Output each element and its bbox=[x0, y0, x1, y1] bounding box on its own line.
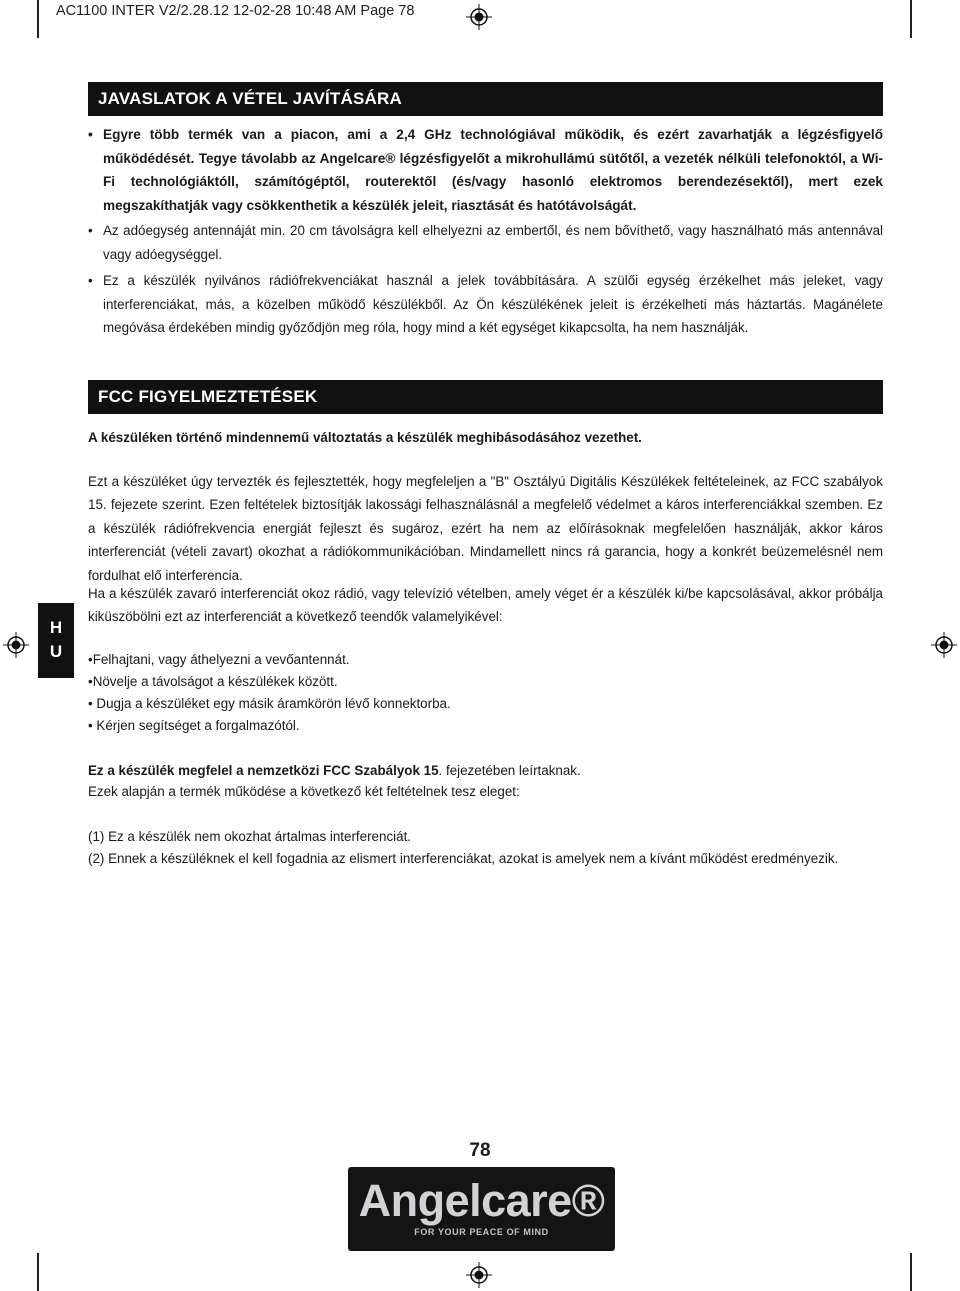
fcc-paragraph-interference: Ha a készülék zavaró interferenciát okoz rádió, vagy televízió vételben, amely véget ér a készülék ki/be kapcsolásával, akkor próbálja kiküszöbölni ezt az interferenciát a következő teendők valamelyikével: bbox=[88, 586, 883, 625]
logo-wordmark: Angelcare® bbox=[358, 1175, 605, 1226]
crop-mark bbox=[37, 1253, 39, 1291]
registration-mark-icon bbox=[466, 1262, 492, 1288]
section-heading-reception: JAVASLATOK A VÉTEL JAVÍTÁSÁRA bbox=[88, 82, 883, 116]
language-tab-letter: H bbox=[49, 618, 63, 637]
page-number: 78 bbox=[469, 1140, 491, 1161]
print-slug: AC1100 INTER V2/2.28.12 12-02-28 10:48 AM Page 78 bbox=[56, 3, 415, 19]
fcc-condition: (1) Ez a készülék nem okozhat ártalmas interferenciát. bbox=[88, 829, 412, 844]
logo-tagline: FOR YOUR PEACE OF MIND bbox=[414, 1227, 549, 1237]
remedy-item: • Kérjen segítséget a forgalmazótól. bbox=[88, 718, 300, 733]
fcc-warning: A készüléken történő mindennemű változtatás a készülék meghibásodásához vezethet. bbox=[88, 430, 642, 445]
angelcare-logo bbox=[348, 1167, 615, 1251]
fcc-rules-statement bbox=[88, 760, 581, 782]
crop-mark bbox=[910, 0, 912, 38]
fcc-condition: (2) Ennek a készüléknek el kell fogadnia az elismert interferenciákat, azokat is amelyek nem a kívánt működést eredményezik. bbox=[88, 851, 839, 866]
crop-mark bbox=[910, 1253, 912, 1291]
section-heading-fcc: FCC FIGYELMEZTETÉSEK bbox=[88, 380, 883, 414]
fcc-paragraph-compliance: Ezt a készüléket úgy tervezték és fejlesztették, hogy megfeleljen a "B" Osztályú Digitális Készülékek feltételeinek, az FCC szabályok 15. fejezete szerint. Ezen feltételek biztosítják lakossági felhasználásnál a megfelelő védelmet a káros interferenciákkal szemben. Ez a készülék rádiófrekvencia energiát fejleszt és sugároz, ezért ha nem az előírásoknak megfelelően használják, akkor káros interferenciát (vételi zavart) okozhat a rádiókommunikációban. Mindamellett nincs rá garancia, hogy a konkrét beüzemelésnél nem fordulhat elő interferencia. bbox=[88, 474, 883, 583]
registration-mark-icon bbox=[466, 4, 492, 30]
fcc-rules-conditions-intro: Ezek alapján a termék működése a következő két feltételnek tesz eleget: bbox=[88, 784, 520, 799]
remedy-item: • Dugja a készüléket egy másik áramkörön lévő konnektorba. bbox=[88, 696, 451, 711]
registration-mark-icon bbox=[3, 632, 29, 658]
list-item: • Egyre több termék van a piacon, ami a 2,4 GHz technológiával működik, és ezért zavarhatják a légzésfigyelő működédését. Tegye távolabb az Angelcare® légzésfigyelőt a mikrohullámú sütőtől, a vezeték nélküli telefonoktól, a Wi-Fi technológiáktóll, számítógéptől, routerektől (és/vagy hasonló elektromos berendezésektől), mert ezek megszakíthatják vagy csökkenthetik a készülék jeleit, riasztását és hatótávolságát. bbox=[88, 123, 883, 217]
crop-mark bbox=[37, 0, 39, 38]
language-tab bbox=[38, 603, 74, 678]
remedy-item: •Felhajtani, vagy áthelyezni a vevőantennát. bbox=[88, 652, 350, 667]
list-item: • Az adóegység antennáját min. 20 cm távolságra kell elhelyezni az embertől, és nem bővíthető, vagy használható más antennával vagy adóegységgel. bbox=[88, 219, 883, 266]
fcc-rules-bold: Ez a készülék megfelel a nemzetközi FCC Szabályok 15 bbox=[88, 763, 439, 778]
registration-mark-icon bbox=[931, 632, 957, 658]
remedy-item: •Növelje a távolságot a készülékek között. bbox=[88, 674, 338, 689]
reception-tips-list bbox=[88, 123, 883, 341]
fcc-rules-rest: . fejezetében leírtaknak. bbox=[438, 763, 581, 778]
language-tab-letter: U bbox=[49, 642, 63, 661]
list-item: • Ez a készülék nyilvános rádiófrekvenciákat használ a jelek továbbítására. A szülői egység érzékelhet más jeleket, vagy interferenciákat, más, a közelben működő készülékből. Az Ön készülékének jeleit is érzékelheti más háztartás. Magánélete megóvása érdekében mindig győződjön meg róla, hogy mind a két egységet kikapcsolta, ha nem használják. bbox=[88, 269, 883, 340]
